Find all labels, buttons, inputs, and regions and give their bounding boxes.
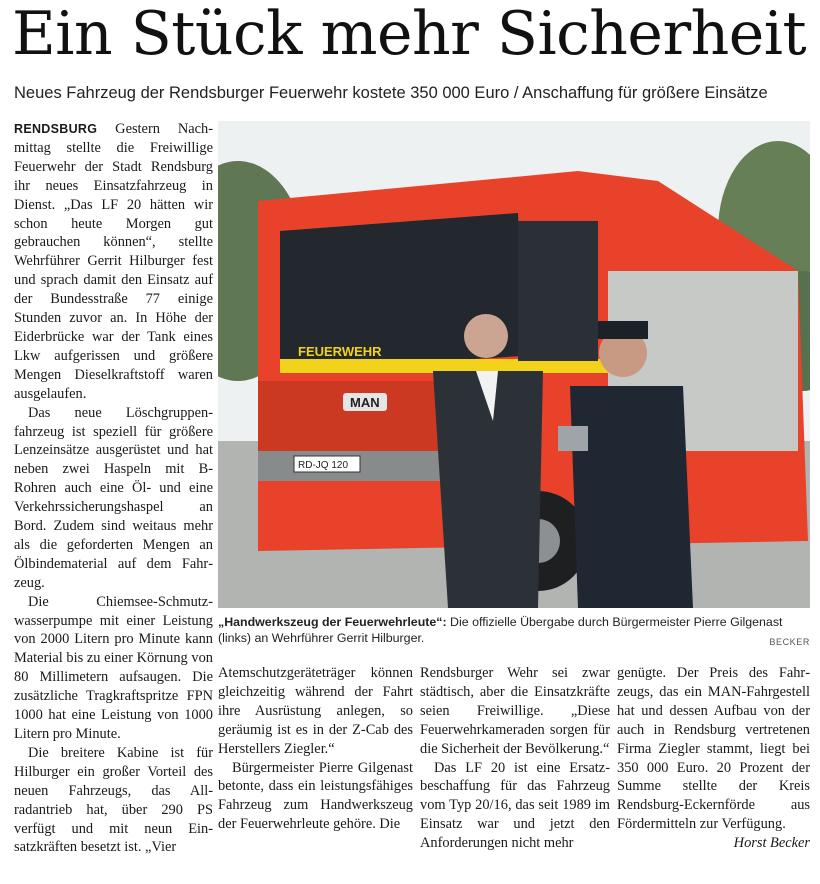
paragraph-1-text: Gestern Nachmittag stellte die Freiwillige Feuerwehr der Stadt Rendsburg ihr neues Einsatzfahrzeug in Dienst. „Das LF 20 hätten wir schon heute Morgen gut gebrauchen können“, stellte Wehrführer Gerrit Hilburger fest und sprach damit den Einsatz auf der Bundesstraße 77 einige Stunden zuvor an. In Höhe der Eiderbrücke war der Tank eines Lkw aufgerissen und größere Mengen Dieselkraftstoff waren ausgelaufen. <box>14 121 213 402</box>
article-column-4 <box>617 664 810 853</box>
photo-credit: BECKER <box>769 637 810 647</box>
paragraph-9: genügte. Der Preis des Fahrzeugs, das ein MAN-Fahrgestell hat und dessen Aufbau von der auch in Rendsburg vertretenen Firma Ziegler stammt, liegt bei 350 000 Euro. 20 Prozent der Summe stellte der Kreis Rendsburg-Eckernförde aus Fördermitteln zur Verfügung. <box>617 665 810 833</box>
caption-text: Die offizielle Übergabe durch Bürgermeister Pierre Gilgenast (links) an Wehrführer Gerrit Hilburger. <box>218 615 783 645</box>
truck-brand-badge: MAN <box>350 395 380 410</box>
paragraph-4: Die breitere Kabine ist für Hilburger ein großer Vorteil des neuen Fahrzeugs, das Allradantrieb hat, über 290 PS verfügt und mit neun Einsatzkräften besetzt ist. „Vier <box>14 744 213 856</box>
author-byline: Horst Becker <box>733 835 810 852</box>
truck-lettering: FEUERWEHR <box>298 344 382 359</box>
article-column-1 <box>14 120 213 857</box>
paragraph-3: Die Chiemsee-Schmutzwasserpumpe mit einer Leistung von 2000 Litern pro Minute kann Material bis zu einer Körnung von 80 Millimetern aufsaugen. Die zusätzliche Tragkraftspritze FPN 1000 hat eine Leistung von 1000 Litern pro Minute. <box>14 593 213 742</box>
dateline: RENDSBURG <box>14 122 98 136</box>
fire-truck-handover-photo <box>218 121 810 608</box>
caption-lead: „Handwerkszeug der Feuerwehrleute“: <box>218 615 447 629</box>
license-plate: RD-JQ 120 <box>298 460 349 471</box>
article-column-2 <box>218 664 413 834</box>
paragraph-7: Rendsburger Wehr sei zwar städtisch, aber die Einsatzkräfte seien Freiwillige. „Diese Feuerwehrkameraden sorgen für die Sicherheit der Bevölkerung.“ <box>420 665 610 757</box>
photo-caption <box>218 614 810 646</box>
paragraph-2: Das neue Löschgruppenfahrzeug ist speziell für größere Lenzeinsätze ausgerüstet und hat neben zwei Haspeln mit B-Rohren auch eine Öl- und eine Verkehrssicherungshaspel an Bord. Zudem sind weitaus mehr als die geforderten Mengen an Ölbindematerial auf dem Fahrzeug. <box>14 404 213 591</box>
subheadline: Neues Fahrzeug der Rendsburger Feuerwehr kostete 350 000 Euro / Anschaffung für größere Einsätze <box>14 84 768 102</box>
headline: Ein Stück mehr Sicherheit <box>12 0 807 69</box>
article-photo <box>218 121 810 608</box>
article-column-3 <box>420 664 610 853</box>
paragraph-1 <box>14 120 213 404</box>
paragraph-8: Das LF 20 ist eine Ersatzbeschaffung für das Fahrzeug vom Typ 20/16, das seit 1989 im Einsatz war und jetzt den Anforderungen nicht mehr <box>420 759 610 852</box>
paragraph-6: Bürgermeister Pierre Gilgenast betonte, dass ein leistungsfähiges Fahrzeug zum Handwerkszeug der Feuerwehrleute gehöre. Die <box>218 759 413 833</box>
paragraph-5: Atemschutzgeräteträger können gleichzeitig während der Fahrt ihre Ausrüstung anlegen, so geräumig ist es in der Z-Cab des Herstellers Ziegler.“ <box>218 665 413 757</box>
